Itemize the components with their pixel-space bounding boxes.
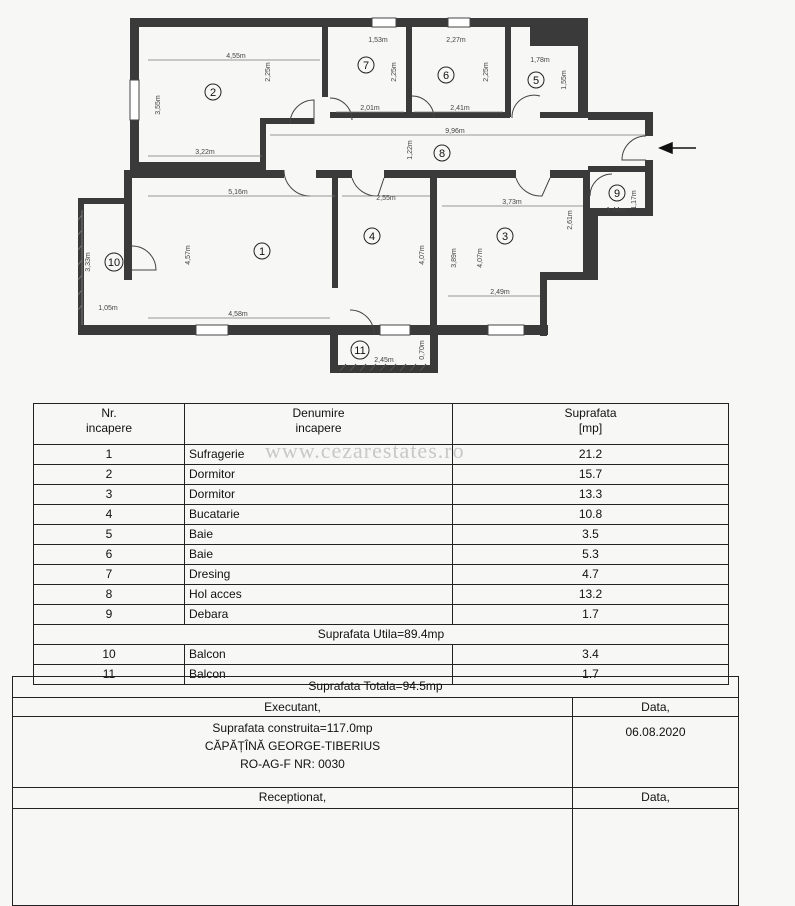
table-row [34, 485, 729, 505]
dim-label: 2,49m [490, 289, 510, 296]
room-area: 4.7 [453, 565, 729, 585]
room-nr: 1 [34, 445, 185, 465]
dim-label: 1,22m [407, 140, 414, 160]
room-nr: 2 [34, 465, 185, 485]
room-label-5: 5 [532, 75, 540, 87]
dim-label: 1,05m [98, 305, 118, 312]
room-label-3: 3 [501, 231, 509, 243]
balcony-area: 1.7 [453, 665, 729, 685]
balcony-nr: 10 [34, 645, 185, 665]
dim-label: 2,27m [446, 37, 466, 44]
dim-label: 4,58m [228, 311, 248, 318]
room-name: Baie [185, 545, 453, 565]
room-name: Bucatarie [185, 505, 453, 525]
dim-label: 9,96m [445, 128, 465, 135]
dim-label: 3,89m [451, 248, 458, 268]
dim-label: 4,55m [226, 53, 246, 60]
received-date-area [573, 809, 739, 906]
room-area: 15.7 [453, 465, 729, 485]
room-name: Debara [185, 605, 453, 625]
table-header [34, 404, 729, 445]
rooms-table [33, 403, 729, 685]
room-area: 5.3 [453, 545, 729, 565]
balcony-name: Balcon [185, 645, 453, 665]
dim-label: 1,55m [561, 70, 568, 90]
room-nr: 9 [34, 605, 185, 625]
dim-label: 2,41m [450, 105, 470, 112]
dim-label: 1,78m [530, 57, 550, 64]
header-name-line1: Denumire [292, 406, 345, 420]
table-row [34, 445, 729, 465]
room-nr: 7 [34, 565, 185, 585]
dim-label: 4,07m [419, 245, 426, 265]
dim-label: 1,44m [606, 207, 626, 214]
table-row [34, 545, 729, 565]
license-number: RO-AG-F NR: 0030 [240, 757, 345, 771]
room-label-6: 6 [442, 70, 450, 82]
dim-label: 1,17m [631, 190, 638, 210]
date-label: Data, [573, 698, 739, 717]
header-name-line2: incapere [295, 421, 342, 435]
built-area: Suprafata construita=117.0mp [212, 721, 373, 735]
received-label: Receptionat, [13, 788, 573, 809]
header-nr-line1: Nr. [101, 406, 117, 420]
dim-label: 1,53m [368, 37, 388, 44]
table-row [34, 465, 729, 485]
dim-label: 3,22m [195, 149, 215, 156]
room-name: Baie [185, 525, 453, 545]
room-nr: 3 [34, 485, 185, 505]
dim-label: 2,61m [567, 210, 574, 230]
room-area: 3.5 [453, 525, 729, 545]
room-area: 13.2 [453, 585, 729, 605]
table-row [34, 645, 729, 665]
table-row [34, 565, 729, 585]
room-area: 1.7 [453, 605, 729, 625]
dim-label: 2,25m [483, 62, 490, 82]
table-row [34, 525, 729, 545]
dim-label: 4,57m [185, 245, 192, 265]
room-label-10: 10 [107, 257, 121, 269]
room-name: Dormitor [185, 485, 453, 505]
received-signature-area [13, 809, 573, 906]
table-row [34, 585, 729, 605]
author-name: CĂPĂȚÎNĂ GEORGE-TIBERIUS [204, 739, 381, 753]
dim-label: 2,25m [265, 62, 272, 82]
dim-label: 2,45m [374, 357, 394, 364]
header-nr-line2: incapere [85, 421, 133, 435]
room-nr: 8 [34, 585, 185, 605]
dim-label: 4,07m [477, 248, 484, 268]
room-name: Hol acces [185, 585, 453, 605]
room-area: 21.2 [453, 445, 729, 465]
sign-date: 06.08.2020 [625, 725, 686, 739]
room-label-8: 8 [438, 148, 446, 160]
room-label-7: 7 [362, 60, 370, 72]
balcony-area: 3.4 [453, 645, 729, 665]
room-label-11: 11 [354, 345, 366, 357]
dim-label: 5,16m [228, 189, 248, 196]
table-row [34, 605, 729, 625]
room-label-4: 4 [368, 231, 376, 243]
dim-label: 3,33m [85, 252, 92, 272]
floor-plan [0, 0, 795, 380]
room-name: Dresing [185, 565, 453, 585]
room-name: Sufragerie [185, 445, 453, 465]
dim-label: 3,55m [155, 95, 162, 115]
header-area-line1: Suprafata [564, 406, 617, 420]
grand-total: Suprafata Totala=94.5mp [13, 677, 739, 698]
dim-label: 2,55m [376, 195, 396, 202]
room-area: 10.8 [453, 505, 729, 525]
dim-label: 2,25m [391, 62, 398, 82]
header-area-line2: [mp] [578, 421, 603, 435]
dim-label: 3,73m [502, 199, 522, 206]
room-area: 13.3 [453, 485, 729, 505]
received-date-label: Data, [573, 788, 739, 809]
room-label-1: 1 [258, 246, 266, 258]
room-label-2: 2 [209, 87, 217, 99]
dim-label: 0,70m [419, 340, 426, 360]
useful-total-row [34, 625, 729, 645]
room-nr: 4 [34, 505, 185, 525]
executant-label: Executant, [13, 698, 573, 717]
signoff-table [12, 676, 739, 906]
balcony-name: Balcon [185, 665, 453, 685]
room-nr: 5 [34, 525, 185, 545]
balcony-nr: 11 [34, 665, 185, 685]
room-label-9: 9 [613, 188, 621, 200]
room-nr: 6 [34, 545, 185, 565]
useful-total: Suprafata Utila=89.4mp [34, 625, 729, 645]
table-row [34, 505, 729, 525]
dim-label: 2,01m [360, 105, 380, 112]
room-name: Dormitor [185, 465, 453, 485]
watermark: www.cezarestates.ro [265, 438, 465, 463]
